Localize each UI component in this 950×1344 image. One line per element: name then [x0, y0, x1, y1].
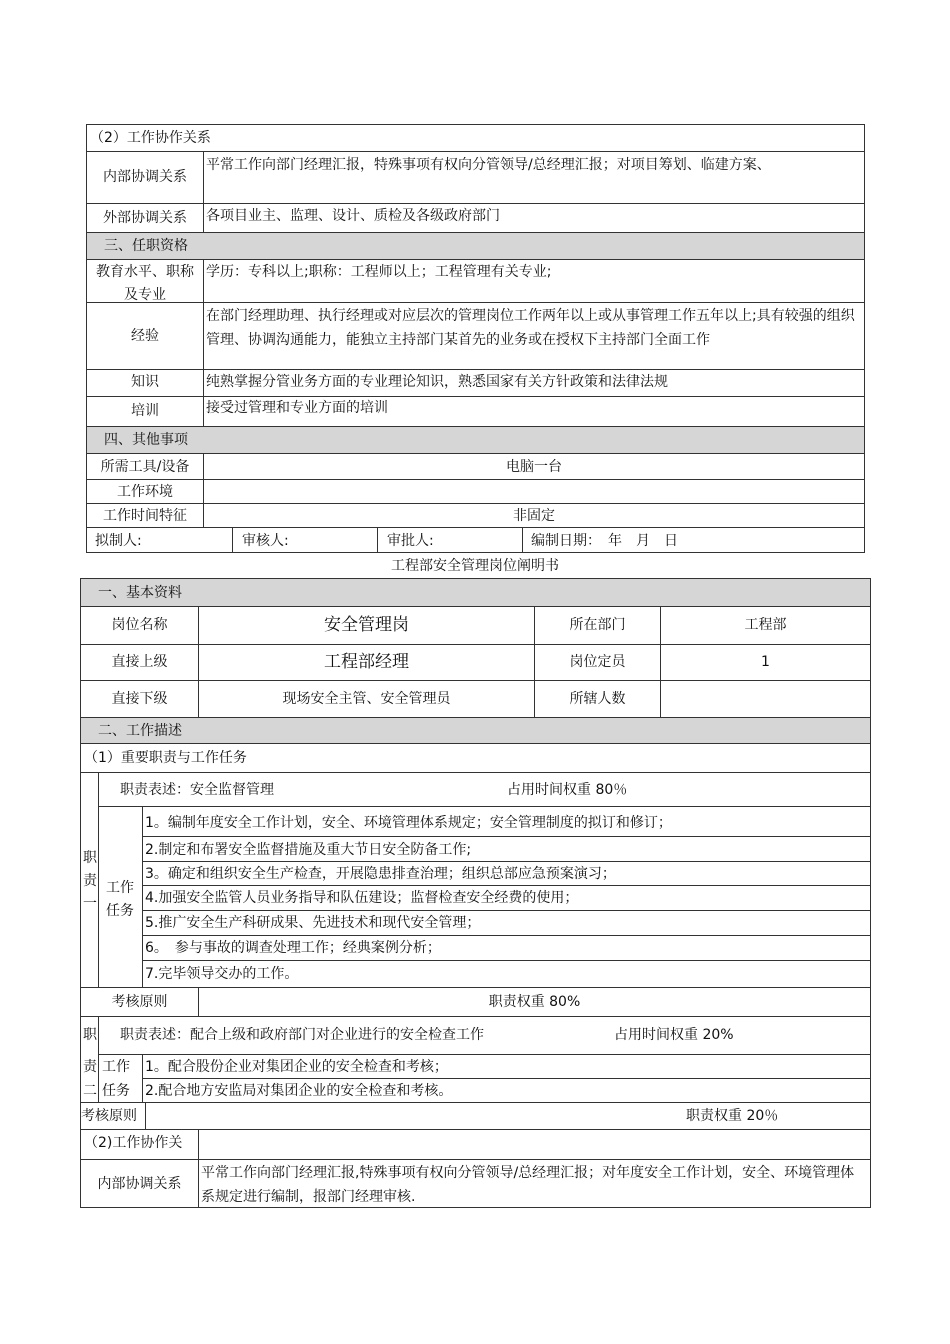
duty2-task-label-1: 工作: [102, 1059, 130, 1075]
tools-label: 所需工具/设备: [100, 459, 190, 475]
duty1-task-7: 7.完毕领导交办的工作。: [145, 966, 299, 982]
quota-label: 岗位定员: [569, 654, 626, 670]
time-value: 非固定: [513, 508, 555, 524]
duty1-description: 职责表述：安全监督管理: [120, 782, 274, 798]
duty1-label-2: 责: [83, 873, 97, 889]
drafter: 拟制人:: [95, 533, 142, 549]
bottom-section-coop: （2)工作协作关: [84, 1135, 183, 1151]
edu-label-line1: 教育水平、职称: [96, 264, 194, 280]
section-duties: （1）重要职责与工作任务: [84, 750, 247, 766]
time-label: 工作时间特征: [103, 508, 187, 524]
duty1-assess-label: 考核原则: [111, 994, 168, 1010]
department: 工程部: [744, 617, 787, 633]
duty1-task-label-2: 任务: [106, 903, 134, 919]
knowledge-label: 知识: [131, 374, 159, 390]
duty2-description: 职责表述：配合上级和政府部门对企业进行的安全检查工作: [120, 1027, 484, 1043]
edu-text: 学历：专科以上;职称：工程师以上；工程管理有关专业;: [206, 264, 552, 280]
exp-label: 经验: [131, 328, 159, 344]
duty1-task-4: 4.加强安全监管人员业务指导和队伍建设；监督检查安全经费的使用；: [145, 890, 579, 906]
section-description: 二、工作描述: [98, 723, 182, 739]
reviewer: 审核人:: [242, 533, 289, 549]
subordinate-label: 直接下级: [111, 691, 168, 707]
section-qualification: 三、任职资格: [104, 238, 188, 254]
approver: 审批人:: [387, 533, 434, 549]
headcount-label: 所辖人数: [569, 691, 626, 707]
superior-label: 直接上级: [111, 654, 168, 670]
tools-value: 电脑一台: [506, 459, 562, 475]
training-label: 培训: [131, 403, 159, 419]
duty1-task-6: 6。 参与事故的调查处理工作；经典案例分析；: [145, 940, 441, 956]
external-label: 外部协调关系: [103, 210, 187, 226]
duty1-task-label-1: 工作: [106, 880, 134, 896]
duty2-task-label-2: 任务: [102, 1083, 130, 1099]
duty1-weight: 占用时间权重 80％: [507, 782, 628, 798]
bottom-internal-text: 平常工作向部门经理汇报,特殊事项有权向分管领导/总经理汇报；对年度安全工作计划，安全、环境管理体系规定进行编制，报部门经理审核.: [201, 1165, 855, 1205]
duty1-label-1: 职: [83, 850, 97, 866]
exp-text: 在部门经理助理、执行经理或对应层次的管理岗位工作两年以上或从事管理工作五年以上;具有较强的组织管理、协调沟通能力，能独立主持部门某首先的业务或在授权下主持部门全面工作: [206, 308, 855, 348]
department-label: 所在部门: [569, 617, 626, 633]
knowledge-text: 纯熟掌握分管业务方面的专业理论知识，熟悉国家有关方针政策和法律法规: [206, 374, 668, 390]
edu-label-line2: 及专业: [124, 287, 166, 303]
duty2-assess-label: 考核原则: [81, 1108, 137, 1124]
position-name: 安全管理岗: [324, 615, 409, 635]
bottom-internal-label: 内部协调关系: [97, 1176, 182, 1192]
doc-title: 工程部安全管理岗位阐明书: [391, 558, 559, 574]
section-other: 四、其他事项: [104, 432, 188, 448]
duty2-task-1: 1。配合股份企业对集团企业的安全检查和考核；: [145, 1059, 448, 1075]
duty1-task-2: 2.制定和布署安全监督措施及重大节日安全防备工作;: [145, 842, 472, 858]
section-basic: 一、基本资料: [98, 585, 182, 601]
duty1-label-3: 一: [83, 896, 97, 912]
duty2-assess: 职责权重 20％: [686, 1108, 779, 1124]
quota: 1: [761, 654, 770, 670]
subordinate: 现场安全主管、安全管理员: [282, 691, 451, 707]
internal-label: 内部协调关系: [103, 169, 187, 185]
env-label: 工作环境: [117, 484, 173, 500]
duty2-label-3: 二: [83, 1083, 97, 1099]
duty2-label-1: 职: [83, 1027, 97, 1043]
duty1-task-1: 1。编制年度安全工作计划，安全、环境管理体系规定；安全管理制度的拟订和修订；: [145, 815, 672, 831]
duty2-task-2: 2.配合地方安监局对集团企业的安全检查和考核。: [145, 1083, 453, 1099]
duty2-weight: 占用时间权重 20%: [614, 1027, 734, 1043]
superior: 工程部经理: [324, 652, 409, 672]
duty1-task-3: 3。确定和组织安全生产检查，开展隐患排查治理；组织总部应急预案演习；: [145, 866, 616, 882]
internal-text: 平常工作向部门经理汇报，特殊事项有权向分管领导/总经理汇报；对项目筹划、临建方案、: [206, 157, 771, 173]
external-text: 各项目业主、监理、设计、质检及各级政府部门: [206, 208, 500, 224]
top-section-coop: （2）工作协作关系: [90, 130, 211, 146]
duty1-assess: 职责权重 80%: [488, 994, 581, 1010]
duty2-label-2: 责: [83, 1059, 97, 1075]
duty1-task-5: 5.推广安全生产科研成果、先进技术和现代安全管理；: [145, 915, 481, 931]
position-name-label: 岗位名称: [111, 617, 168, 633]
training-text: 接受过管理和专业方面的培训: [206, 400, 388, 416]
compile-date: 编制日期： 年 月 日: [531, 533, 678, 549]
